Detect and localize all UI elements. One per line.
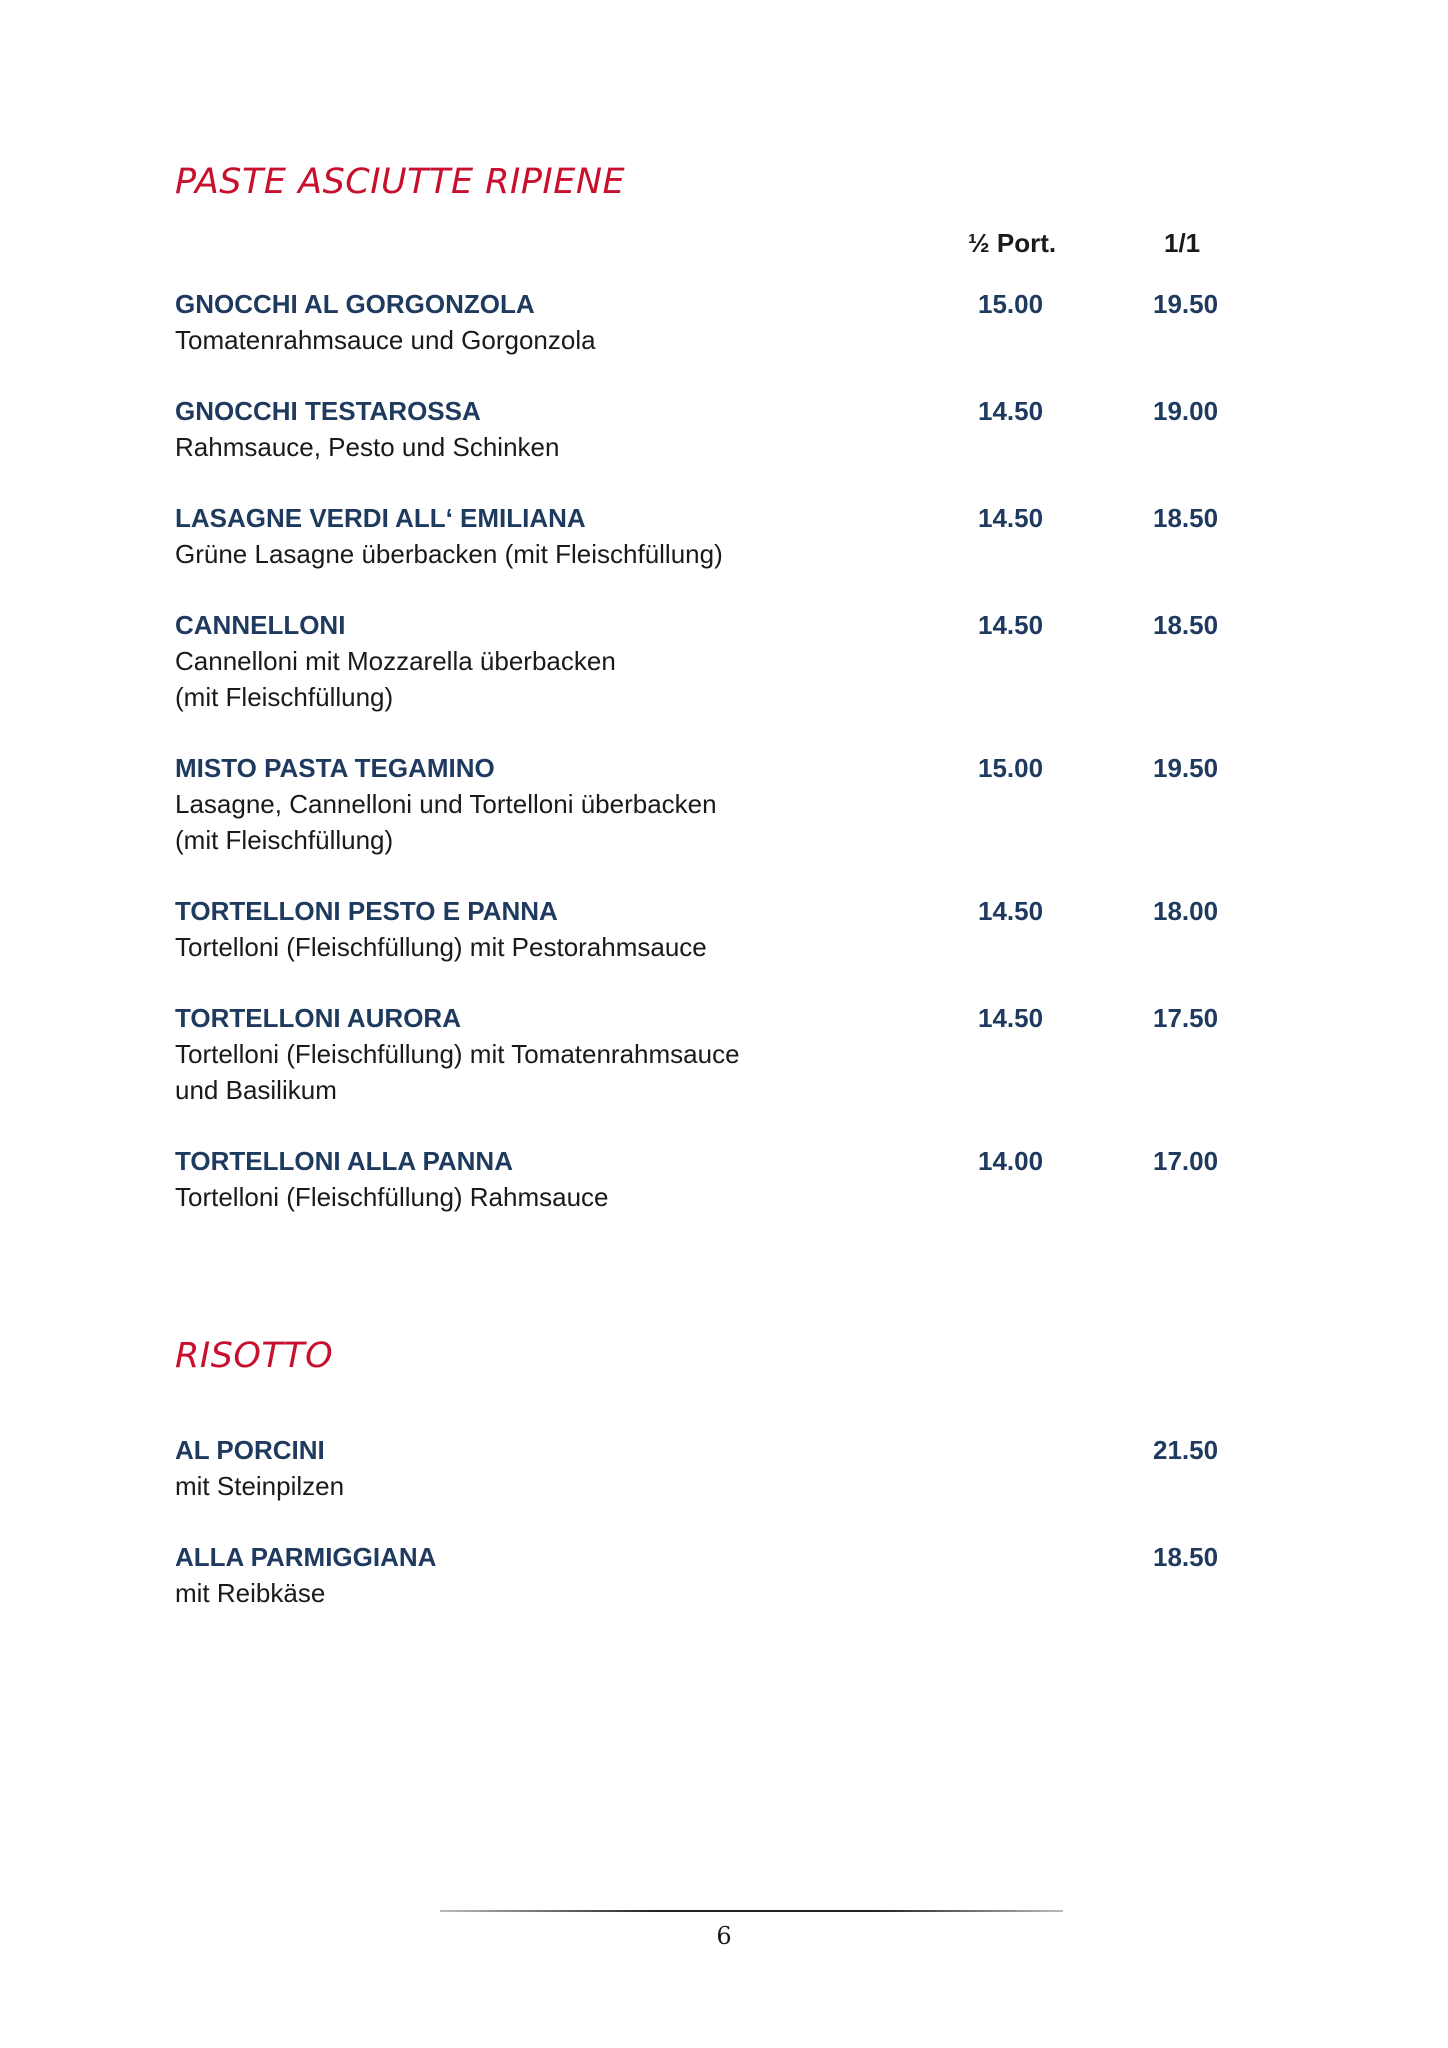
item-name: MISTO PASTA TEGAMINO: [175, 753, 495, 783]
price-full: 21.50: [1153, 1435, 1219, 1465]
price-half: 14.50: [978, 610, 1044, 640]
menu-item: [175, 1143, 1275, 1215]
item-description: Rahmsauce, Pesto und Schinken: [175, 432, 560, 462]
item-name: TORTELLONI PESTO E PANNA: [175, 896, 558, 926]
price-full: 17.50: [1153, 1003, 1219, 1033]
page-number: 6: [716, 1922, 732, 1950]
section-title-risotto: RISOTTO: [175, 1336, 334, 1376]
price-full: 18.50: [1153, 503, 1219, 533]
price-half: 15.00: [978, 753, 1044, 783]
price-full: 19.50: [1153, 753, 1219, 783]
menu-item: [175, 500, 1275, 572]
menu-item: [175, 750, 1275, 858]
price-full: 18.50: [1153, 1542, 1219, 1572]
price-full: 17.00: [1153, 1146, 1219, 1176]
menu-item: [175, 893, 1275, 965]
item-description: Lasagne, Cannelloni und Tortelloni überbacken (mit Fleischfüllung): [175, 789, 717, 855]
menu-item: [175, 286, 1275, 358]
price-full: 18.50: [1153, 610, 1219, 640]
item-name: AL PORCINI: [175, 1435, 325, 1465]
item-description: Tomatenrahmsauce und Gorgonzola: [175, 325, 596, 355]
menu-item: [175, 607, 1275, 715]
item-name: GNOCCHI TESTAROSSA: [175, 396, 481, 426]
price-half: 15.00: [978, 289, 1044, 319]
item-description: Tortelloni (Fleischfüllung) mit Pestorahmsauce: [175, 932, 707, 962]
price-half: 14.50: [978, 396, 1044, 426]
item-description: Tortelloni (Fleischfüllung) Rahmsauce: [175, 1182, 609, 1212]
item-name: LASAGNE VERDI ALL‘ EMILIANA: [175, 503, 586, 533]
price-half: 14.50: [978, 1003, 1044, 1033]
item-description: mit Steinpilzen: [175, 1471, 345, 1501]
item-name: ALLA PARMIGGIANA: [175, 1542, 437, 1572]
item-description: mit Reibkäse: [175, 1578, 326, 1608]
price-full: 19.00: [1153, 396, 1219, 426]
menu-item: [175, 1432, 1275, 1504]
item-description: Grüne Lasagne überbacken (mit Fleischfüllung): [175, 539, 723, 569]
price-half: 14.00: [978, 1146, 1044, 1176]
menu-item: [175, 1000, 1275, 1108]
price-full: 18.00: [1153, 896, 1219, 926]
footer-divider: [440, 1910, 1063, 1912]
column-header-full-portion: 1/1: [1164, 228, 1201, 258]
price-full: 19.50: [1153, 289, 1219, 319]
menu-item: [175, 1539, 1275, 1611]
item-name: TORTELLONI ALLA PANNA: [175, 1146, 513, 1176]
item-description: Tortelloni (Fleischfüllung) mit Tomatenrahmsauce und Basilikum: [175, 1039, 740, 1105]
item-name: CANNELLONI: [175, 610, 346, 640]
column-header-half-portion: ½ Port.: [968, 228, 1057, 258]
menu-item: [175, 393, 1275, 465]
section-title-paste: PASTE ASCIUTTE RIPIENE: [175, 162, 626, 202]
price-half: 14.50: [978, 896, 1044, 926]
item-description: Cannelloni mit Mozzarella überbacken (mit Fleischfüllung): [175, 646, 616, 712]
item-name: TORTELLONI AURORA: [175, 1003, 461, 1033]
item-name: GNOCCHI AL GORGONZOLA: [175, 289, 535, 319]
price-half: 14.50: [978, 503, 1044, 533]
